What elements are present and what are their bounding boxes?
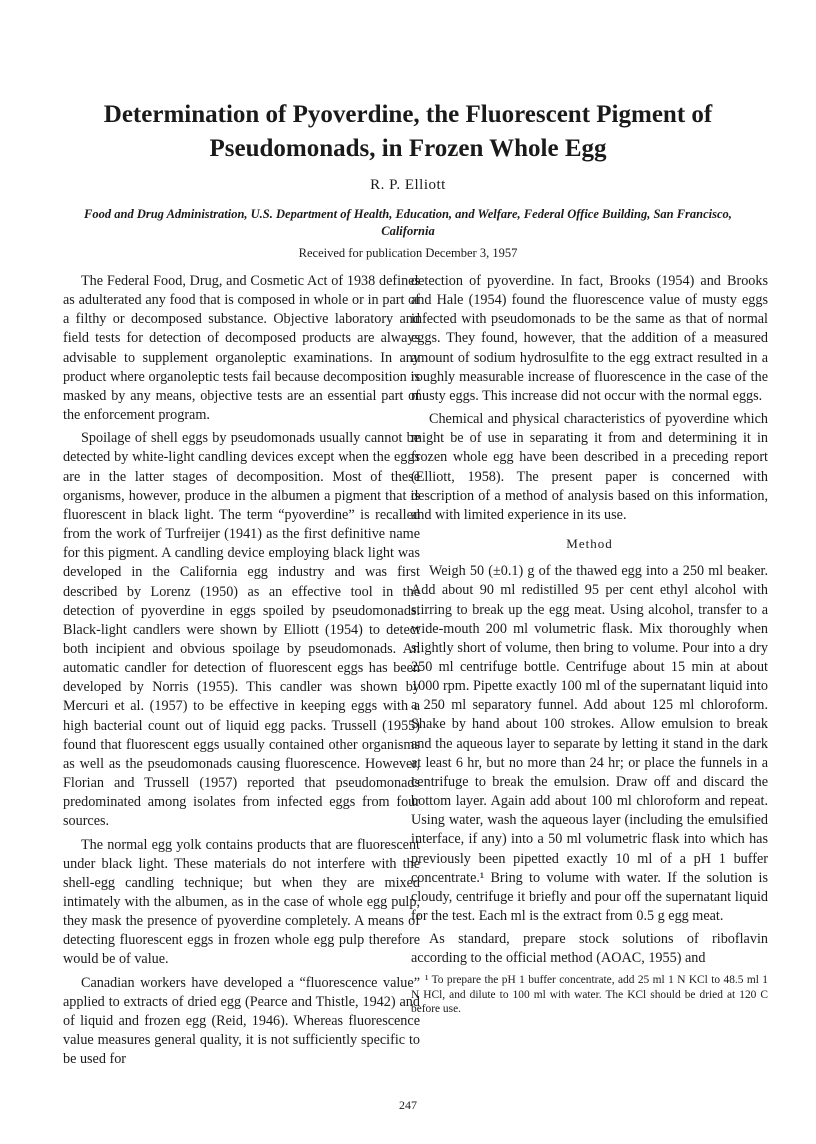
received-date: Received for publication December 3, 1957 [298,246,518,260]
paper-title: Determination of Pyoverdine, the Fluorescent Pigment of Pseudomonads, in Frozen Whole Egg [103,101,713,162]
paragraph-method: Weigh 50 (±0.1) g of the thawed egg into a 250 ml beaker. Add about 90 ml redistilled 95 per cent ethyl alcohol with stirring to break up the egg meat. Using alcohol, transfer to a wide-mouth 200 ml volumetric flask. Mix thoroughly when slightly short of volume, then bring to volume. Pour into a dry 250 ml centrifuge bottle. Centrifuge about 15 min at about 1000 rpm. Pipette exactly 100 ml of the supernatant liquid into a 250 ml separatory funnel. Add about 125 ml chloroform. Shake by hand about 100 strokes. Allow emulsion to break and the aqueous layer to separate by letting it stand in the dark at least 6 hr, but no more than 24 hr; or place the funnels in a centrifuge to break the emulsion. Draw off and discard the bottom layer. Again add about 100 ml chloroform and repeat. Using water, wash the aqueous layer (including the emulsified interface, if any) into a 50 ml volumetric flask into which has previously been pipetted exactly 10 ml of a pH 1 buffer concentrate.¹ Bring to volume with water. If the solution is cloudy, centrifuge it briefly and pour off the supernatant liquid for the test. Each ml is the extract from 0.5 g egg meat. [411,563,768,924]
page-number: 247 [399,1098,417,1112]
left-column [63,272,420,1069]
paragraph-egg-yolk: The normal egg yolk contains products that are fluorescent under black light. These materials do not interfere with the shell-egg candling technique; but when they are mixed intimately with the albumen, as in the case of whole egg pulp, they mask the presence of pyoverdine completely. A means of detecting fluorescent eggs in frozen whole egg pulp therefore would be of value. [63,836,420,968]
author-affiliation: Food and Drug Administration, U.S. Department of Health, Education, and Welfare, Federal Office Building, San Francisco, California [84,207,732,238]
section-heading-method: Method [566,536,613,552]
paragraph-federal-act: The Federal Food, Drug, and Cosmetic Act of 1938 defines as adulterated any food that is composed in whole or in part of a filthy or decomposed substance. Objective laboratory and field tests for detection of decomposed products are always advisable to supplement organoleptic examinations. In any product where organoleptic tests fail because decomposition is masked by any means, objective tests are an essential part of the enforcement program. [63,273,420,424]
author-name: R. P. Elliott [370,177,446,193]
paragraph-characteristics: Chemical and physical characteristics of pyoverdine which might be of use in separating it from and determining it in frozen whole egg have been described in a preceding report (Elliott, 1958). The present paper is concerned with description of a method of analysis based on this information, and with limited experience in its use. [411,411,768,523]
paragraph-continuation: detection of pyoverdine. In fact, Brooks (1954) and Brooks and Hale (1954) found the fluorescence value of musty eggs infected with pseudomonads to be the same as that of normal eggs. They found, however, that the addition of a measured amount of sodium hydrosulfite to the egg extract resulted in a roughly measurable increase of fluorescence in the case of the musty eggs. This increase did not occur with the normal eggs. [411,273,768,404]
paragraph-standard: As standard, prepare stock solutions of riboflavin according to the official method (AOAC, 1955) and [411,931,768,967]
paragraph-canadian-workers: Canadian workers have developed a “fluorescence value” applied to extracts of dried egg (Pearce and Thistle, 1942) and of liquid and frozen egg (Reid, 1946). Whereas fluorescence value measures general quality, it is not sufficiently specific to be used for [63,974,420,1068]
paragraph-spoilage: Spoilage of shell eggs by pseudomonads usually cannot be detected by white-light candling devices except when the eggs are in the latter stages of decomposition. Most of these organisms, however, produce in the albumen a pigment that is fluorescent in black light. The term “pyoverdine” is recalled from the work of Turfreijer (1941) as the first definitive name for this pigment. A candling device employing black light was developed in the California egg industry and was first described by Lorenz (1950) as an effective tool in the detection of pyoverdine in eggs spoiled by pseudomonads. Black-light candlers were shown by Elliott (1954) to detect both incipient and obvious spoilage by pseudomonads. An automatic candler for detection of fluorescent eggs has been developed by Norris (1955). This candler was shown by Mercuri et al. (1957) to be effective in keeping eggs with a high bacterial count out of liquid egg packs. Trussell (1955) found that fluorescent eggs usually contained other organisms as well as the pseudomonads causing fluorescence. However, Florian and Trussell (1957) reported that pseudomonads predominated among isolates from infected eggs from four sources. [63,430,420,830]
right-column [411,272,768,1017]
footnote: ¹ To prepare the pH 1 buffer concentrate, add 25 ml 1 N KCl to 48.5 ml 1 N HCl, and dilute to 100 ml with water. The KCl should be dried at 120 C before use. [411,974,768,1016]
